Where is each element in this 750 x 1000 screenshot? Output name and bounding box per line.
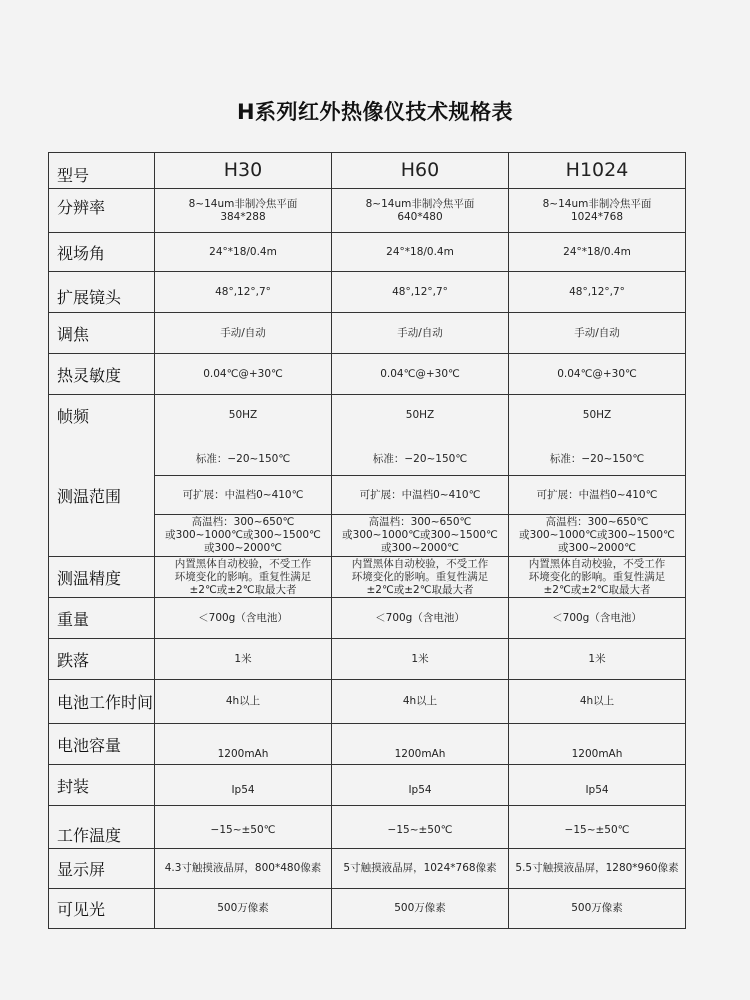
temp-extended-row (155, 476, 685, 515)
table-cell: 标准：−20~150℃ (155, 435, 332, 475)
table-cell: −15~±50℃ (155, 806, 332, 848)
table-cell: 50HZ (332, 395, 509, 435)
header-row (49, 153, 685, 189)
table-cell: 4h以上 (332, 680, 509, 723)
table-cell: 4h以上 (579, 695, 615, 707)
table-row (49, 598, 685, 639)
table-cell: 0.04℃@+30℃ (332, 354, 509, 394)
model-header: H30 (155, 153, 332, 188)
table-cell: 1米 (155, 639, 332, 679)
table-cell: −15~±50℃ (564, 823, 630, 836)
row-label: 视场角 (49, 233, 155, 271)
table-cell: 可扩展：中温档0~410℃ (332, 476, 509, 514)
table-cell: 48°,12°,7° (569, 285, 625, 298)
row-label: 调焦 (49, 313, 155, 353)
row-label: 跌落 (49, 639, 155, 679)
table-cell: 50HZ (582, 408, 612, 421)
table-cell: 内置黑体自动校验，不受工作 环境变化的影响。重复性满足 ±2℃或±2℃取最大者 (528, 557, 666, 596)
table-cell: 500万像素 (155, 889, 332, 928)
row-label: 型号 (49, 153, 155, 188)
table-cell: 可扩展：中温档0~410℃ (155, 476, 332, 514)
table-cell: 500万像素 (332, 889, 509, 928)
table-row (49, 272, 685, 313)
row-label: 封装 (49, 765, 155, 805)
table-cell: 手动/自动 (332, 313, 509, 353)
page-title: H系列红外热像仪技术规格表 (236, 100, 514, 124)
row-label: 扩展镜头 (49, 272, 155, 312)
table-cell: 500万像素 (571, 902, 623, 914)
row-label: 帧频 (49, 395, 155, 435)
table-cell: Ip54 (332, 765, 509, 805)
model-header: H60 (332, 153, 509, 188)
table-cell: 手动/自动 (155, 313, 332, 353)
table-cell: 8~14um非制冷焦平面 1024*768 (542, 197, 652, 223)
table-cell: 内置黑体自动校验，不受工作 环境变化的影响。重复性满足 ±2℃或±2℃取最大者 (155, 557, 332, 597)
row-label: 测温精度 (49, 557, 155, 597)
table-cell: 可扩展：中温档0~410℃ (536, 488, 658, 501)
table-cell: ＜700g（含电池） (552, 611, 642, 624)
table-cell: ＜700g（含电池） (332, 598, 509, 638)
table-cell: 1米 (332, 639, 509, 679)
table-cell: 标准：−20~150℃ (332, 435, 509, 475)
table-row (49, 354, 685, 395)
row-label: 工作温度 (49, 806, 155, 848)
table-cell: 24°*18/0.4m (332, 233, 509, 271)
table-cell: Ip54 (155, 765, 332, 805)
row-label: 显示屏 (49, 849, 155, 888)
row-label: 分辨率 (49, 189, 155, 232)
table-row (49, 395, 685, 435)
table-cell: 1米 (588, 652, 606, 665)
temp-standard-row (155, 435, 685, 476)
row-label: 电池容量 (49, 724, 155, 764)
table-row (49, 806, 685, 849)
table-cell: 手动/自动 (574, 326, 620, 339)
table-cell: ＜700g（含电池） (155, 598, 332, 638)
table-cell: 5.5寸触摸液晶屏，1280*960像素 (515, 862, 679, 874)
table-row (49, 233, 685, 272)
table-row (49, 889, 685, 928)
table-row (49, 557, 685, 598)
table-cell: 4h以上 (155, 680, 332, 723)
table-cell: 高温档：300~650℃ 或300~1000℃或300~1500℃ 或300~2000℃ (155, 515, 332, 556)
table-cell: 1200mAh (332, 724, 509, 764)
table-row (49, 765, 685, 806)
table-cell: 标准：−20~150℃ (549, 452, 645, 465)
row-label: 热灵敏度 (49, 354, 155, 394)
table-row (49, 724, 685, 765)
table-cell: 0.04℃@+30℃ (557, 367, 637, 380)
spec-table (48, 152, 686, 929)
row-label: 电池工作时间 (49, 680, 155, 723)
table-cell: 48°,12°,7° (155, 272, 332, 312)
table-cell: 高温档：300~650℃ 或300~1000℃或300~1500℃ 或300~2000℃ (519, 516, 675, 554)
table-cell: 4.3寸触摸液晶屏，800*480像素 (155, 849, 332, 888)
table-row (49, 313, 685, 354)
model-header: H1024 (565, 159, 629, 181)
table-cell: 24°*18/0.4m (155, 233, 332, 271)
temp-high-row (155, 515, 685, 556)
table-row (49, 849, 685, 889)
table-cell: −15~±50℃ (332, 806, 509, 848)
row-label: 可见光 (49, 889, 155, 928)
table-cell: 高温档：300~650℃ 或300~1000℃或300~1500℃ 或300~2000℃ (332, 515, 509, 556)
table-cell: 8~14um非制冷焦平面 384*288 (155, 189, 332, 232)
table-cell: 24°*18/0.4m (563, 245, 631, 258)
table-cell: 1200mAh (155, 724, 332, 764)
row-label: 测温范围 (49, 435, 155, 556)
table-row (49, 189, 685, 233)
table-cell: 50HZ (155, 395, 332, 435)
temp-range-group (49, 435, 685, 557)
table-cell: 5寸触摸液晶屏，1024*768像素 (332, 849, 509, 888)
row-label: 重量 (49, 598, 155, 638)
table-cell: 内置黑体自动校验，不受工作 环境变化的影响。重复性满足 ±2℃或±2℃取最大者 (332, 557, 509, 597)
table-cell: Ip54 (585, 783, 609, 796)
table-cell: 1200mAh (571, 747, 623, 760)
table-cell: 48°,12°,7° (332, 272, 509, 312)
table-row (49, 639, 685, 680)
table-row (49, 680, 685, 724)
table-cell: 8~14um非制冷焦平面 640*480 (332, 189, 509, 232)
table-cell: 0.04℃@+30℃ (155, 354, 332, 394)
